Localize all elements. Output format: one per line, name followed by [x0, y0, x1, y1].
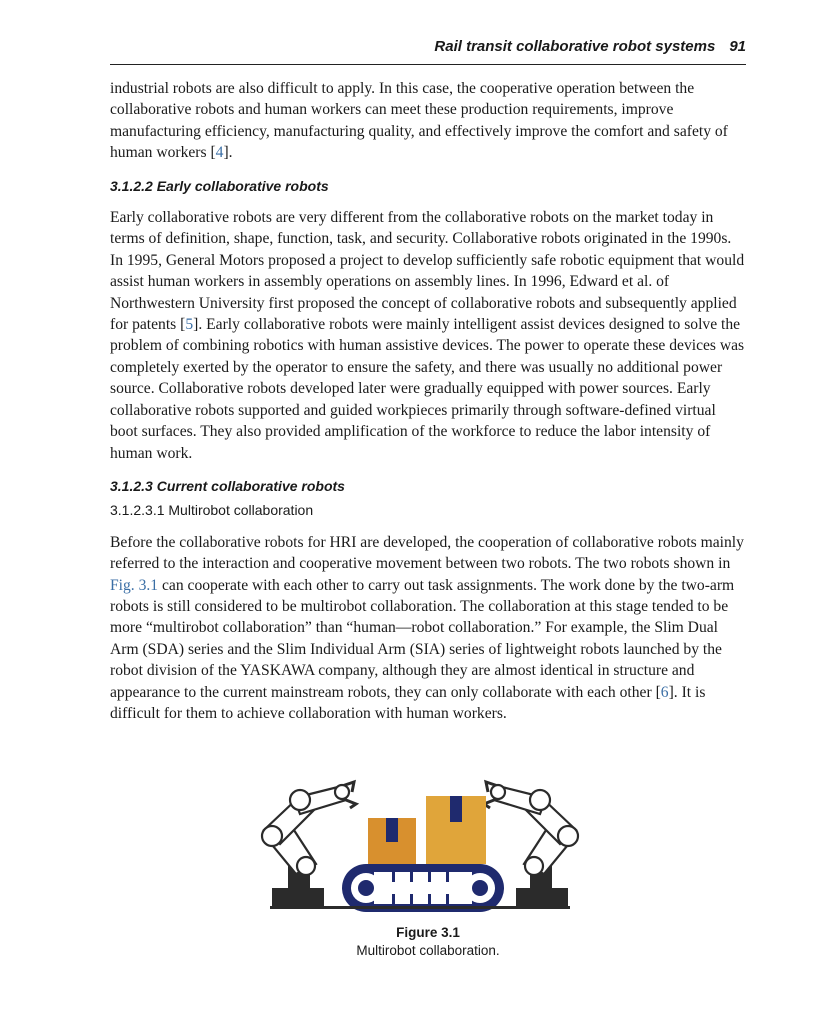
section-heading-3-1-2-2: 3.1.2.2 Early collaborative robots: [110, 177, 329, 194]
conveyor-hub-right: [472, 880, 488, 896]
running-title: Rail transit collaborative robot systems: [434, 38, 716, 55]
paragraph-intro: industrial robots are also difficult to apply. In this case, the cooperative operation between the collaborative robots and human workers can meet these production requirements, improve manufacturing efficiency, manufacturing quality, and effectively improve the comfort and safety of human workers [4].: [110, 80, 728, 162]
page-number: 91: [729, 38, 746, 55]
box-left-tape: [386, 818, 398, 842]
figure-link[interactable]: Fig. 3.1: [110, 576, 159, 594]
figure-multirobot-illustration: [250, 770, 590, 920]
citation-link-4[interactable]: 4: [215, 144, 224, 162]
conveyor-hub-left: [358, 880, 374, 896]
citation-link-5[interactable]: 5: [185, 316, 194, 334]
right-robot-joint-wrist: [491, 785, 505, 799]
figure-caption: [110, 924, 746, 960]
subsection-heading-3-1-2-3-1: 3.1.2.3.1 Multirobot collaboration: [110, 502, 314, 519]
citation-link-6[interactable]: 6: [660, 683, 669, 701]
left-robot-joint-shoulder: [290, 790, 310, 810]
figure-caption-text: Multirobot collaboration.: [356, 943, 500, 958]
right-robot-joint-elbow: [558, 826, 578, 846]
section-heading-3-1-2-3: 3.1.2.3 Current collaborative robots: [110, 477, 345, 494]
page-body: [110, 78, 746, 724]
paragraph-multirobot: Before the collaborative robots for HRI are developed, the cooperation of collaborative robots mainly referred to the interaction and cooperative movement between two robots. The two robots shown in Fig. 3.1 can cooperate with each other to carry out task assignments. The work done by the two-arm robots is still considered to be multirobot collaboration. The collaboration at this stage tended to be more “multirobot collaboration” than “human—robot collaboration.” For example, the Slim Dual Arm (SDA) series and the Slim Individual Arm (SIA) series of lightweight robots launched by the robot division of the YASKAWA company, although they are almost identical in structure and appearance to the current mainstream robots, they can only collaborate with each other [6]. It is difficult for them to achieve collaboration with human workers.: [110, 533, 744, 722]
left-robot-joint-wrist: [335, 785, 349, 799]
right-robot-joint-base: [525, 857, 543, 875]
box-right-tape: [450, 796, 462, 822]
left-robot-joint-elbow: [262, 826, 282, 846]
running-header: [110, 38, 746, 65]
ground-line: [270, 906, 570, 909]
left-robot-joint-base: [297, 857, 315, 875]
figure-label: Figure 3.1: [396, 925, 460, 940]
paragraph-early-robots: Early collaborative robots are very different from the collaborative robots on the market today in terms of definition, shape, function, task, and security. Collaborative robots originated in the 1990s. In 1995, General Motors proposed a project to develop sufficiently safe robotic equipment that would assist human workers in assembly operations on assembly lines. In 1996, Edward et al. of Northwestern University first proposed the concept of collaborative robots and subsequently applied for patents [5]. Early collaborative robots were mainly intelligent assist devices designed to solve the problem of combining robotics with human assistive devices. The power to operate these devices was completely exerted by the operator to ensure the safety, and there was usually no additional power source. Collaborative robots developed later were gradually equipped with power sources. Early collaborative robots supported and guided workpieces primarily through software-defined virtual boot surfaces. They also provided amplification of the workforce to reduce the labor intensity of human work.: [110, 209, 745, 462]
conveyor-window: [374, 872, 472, 904]
right-robot-joint-shoulder: [530, 790, 550, 810]
